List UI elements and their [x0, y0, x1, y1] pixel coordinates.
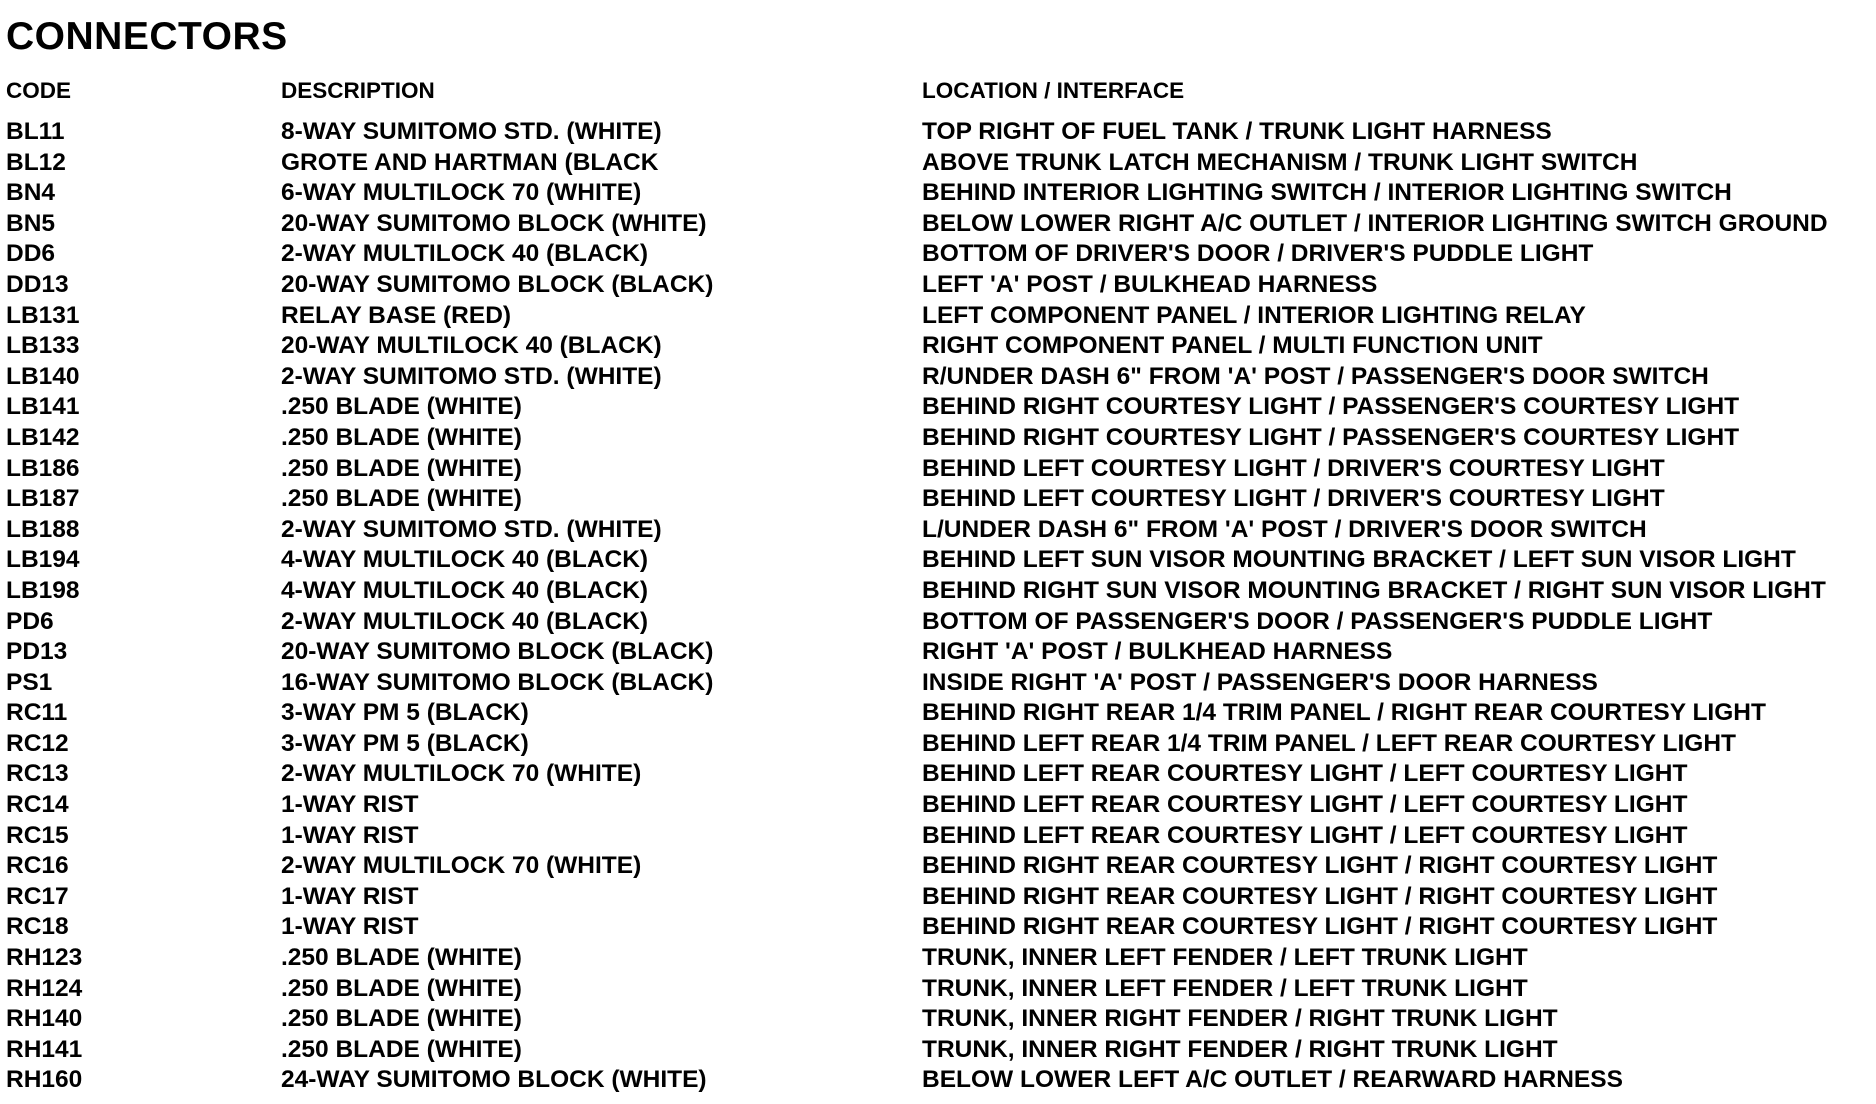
- connector-location: BEHIND LEFT REAR COURTESY LIGHT / LEFT COURTESY LIGHT: [922, 791, 1688, 819]
- table-row: [0, 209, 1876, 240]
- connector-description: GROTE AND HARTMAN (BLACK: [281, 148, 659, 176]
- table-row: [0, 637, 1876, 668]
- table-row: [0, 943, 1876, 974]
- table-row: [0, 576, 1876, 607]
- connector-description: .250 BLADE (WHITE): [281, 423, 522, 451]
- table-row: [0, 668, 1876, 699]
- connector-location: BEHIND RIGHT SUN VISOR MOUNTING BRACKET / RIGHT SUN VISOR LIGHT: [922, 576, 1826, 604]
- connector-description: 20-WAY SUMITOMO BLOCK (BLACK): [281, 270, 714, 298]
- table-row: [0, 1035, 1876, 1066]
- connector-location: L/UNDER DASH 6" FROM 'A' POST / DRIVER'S DOOR SWITCH: [922, 515, 1647, 543]
- connector-description: .250 BLADE (WHITE): [281, 454, 522, 482]
- connector-code: LB186: [6, 454, 80, 482]
- table-row: [0, 1065, 1876, 1096]
- table-row: [0, 882, 1876, 913]
- connector-code: PD13: [6, 638, 68, 666]
- table-row: [0, 484, 1876, 515]
- connector-description: 2-WAY MULTILOCK 40 (BLACK): [281, 240, 649, 268]
- table-row: [0, 698, 1876, 729]
- table-row: [0, 301, 1876, 332]
- connector-location: TRUNK, INNER LEFT FENDER / LEFT TRUNK LIGHT: [922, 974, 1528, 1002]
- connector-code: DD13: [6, 270, 69, 298]
- table-row: [0, 148, 1876, 179]
- table-row: [0, 851, 1876, 882]
- connector-description: .250 BLADE (WHITE): [281, 485, 522, 513]
- table-row: [0, 545, 1876, 576]
- column-header-description: DESCRIPTION: [281, 78, 435, 103]
- connector-code: LB188: [6, 515, 80, 543]
- table-row: [0, 821, 1876, 852]
- connector-code: RC11: [6, 699, 68, 727]
- connector-description: 3-WAY PM 5 (BLACK): [281, 699, 529, 727]
- table-row: [0, 239, 1876, 270]
- connector-description: 2-WAY MULTILOCK 40 (BLACK): [281, 607, 649, 635]
- connector-location: BELOW LOWER LEFT A/C OUTLET / REARWARD HARNESS: [922, 1066, 1623, 1094]
- table-row: [0, 362, 1876, 393]
- table-row: [0, 759, 1876, 790]
- connector-code: RH123: [6, 944, 83, 972]
- connector-location: TRUNK, INNER LEFT FENDER / LEFT TRUNK LIGHT: [922, 944, 1528, 972]
- connector-description: 20-WAY MULTILOCK 40 (BLACK): [281, 332, 662, 360]
- column-header-location: LOCATION / INTERFACE: [922, 78, 1185, 103]
- connector-code: BN4: [6, 179, 56, 207]
- table-row: [0, 178, 1876, 209]
- connector-code: LB131: [6, 301, 80, 329]
- page-title: CONNECTORS: [6, 15, 288, 58]
- connector-location: BEHIND LEFT COURTESY LIGHT / DRIVER'S COURTESY LIGHT: [922, 485, 1665, 513]
- connector-location: INSIDE RIGHT 'A' POST / PASSENGER'S DOOR HARNESS: [922, 668, 1598, 696]
- connector-code: LB198: [6, 576, 80, 604]
- connector-code: BN5: [6, 209, 56, 237]
- connector-description: 1-WAY RIST: [281, 882, 419, 910]
- connector-location: BEHIND LEFT SUN VISOR MOUNTING BRACKET / LEFT SUN VISOR LIGHT: [922, 546, 1796, 574]
- connector-location: BEHIND LEFT REAR COURTESY LIGHT / LEFT COURTESY LIGHT: [922, 760, 1688, 788]
- connector-location: BEHIND RIGHT REAR COURTESY LIGHT / RIGHT COURTESY LIGHT: [922, 913, 1718, 941]
- table-row: [0, 607, 1876, 638]
- connector-description: 6-WAY MULTILOCK 70 (WHITE): [281, 179, 642, 207]
- connector-location: BEHIND RIGHT COURTESY LIGHT / PASSENGER'S COURTESY LIGHT: [922, 393, 1740, 421]
- connector-description: 24-WAY SUMITOMO BLOCK (WHITE): [281, 1066, 707, 1094]
- column-header-code: CODE: [6, 78, 72, 103]
- connector-code: LB140: [6, 362, 80, 390]
- table-row: [0, 515, 1876, 546]
- connector-code: RH141: [6, 1035, 83, 1063]
- connector-code: PD6: [6, 607, 54, 635]
- table-row: [0, 117, 1876, 148]
- connector-description: 20-WAY SUMITOMO BLOCK (BLACK): [281, 638, 714, 666]
- table-row: [0, 331, 1876, 362]
- connector-location: LEFT COMPONENT PANEL / INTERIOR LIGHTING RELAY: [922, 301, 1586, 329]
- connector-description: 2-WAY SUMITOMO STD. (WHITE): [281, 362, 662, 390]
- connector-description: 20-WAY SUMITOMO BLOCK (WHITE): [281, 209, 707, 237]
- table-row: [0, 1004, 1876, 1035]
- connector-code: RH124: [6, 974, 83, 1002]
- connector-code: LB187: [6, 485, 80, 513]
- connector-description: 2-WAY MULTILOCK 70 (WHITE): [281, 760, 642, 788]
- connector-description: 4-WAY MULTILOCK 40 (BLACK): [281, 546, 649, 574]
- connector-location: RIGHT COMPONENT PANEL / MULTI FUNCTION UNIT: [922, 332, 1543, 360]
- connector-location: ABOVE TRUNK LATCH MECHANISM / TRUNK LIGHT SWITCH: [922, 148, 1638, 176]
- connector-location: TOP RIGHT OF FUEL TANK / TRUNK LIGHT HARNESS: [922, 118, 1552, 145]
- connector-code: RC13: [6, 760, 69, 788]
- connector-description: 1-WAY RIST: [281, 821, 419, 849]
- connector-table: [0, 117, 1876, 1096]
- connector-location: BEHIND LEFT REAR 1/4 TRIM PANEL / LEFT REAR COURTESY LIGHT: [922, 729, 1736, 757]
- connector-code: BL11: [6, 118, 65, 145]
- connector-code: RC12: [6, 729, 69, 757]
- connector-location: BEHIND INTERIOR LIGHTING SWITCH / INTERIOR LIGHTING SWITCH: [922, 179, 1732, 207]
- table-row: [0, 974, 1876, 1005]
- connector-description: RELAY BASE (RED): [281, 301, 512, 329]
- connector-location: R/UNDER DASH 6" FROM 'A' POST / PASSENGER'S DOOR SWITCH: [922, 362, 1709, 390]
- table-row: [0, 454, 1876, 485]
- table-row: [0, 790, 1876, 821]
- connector-description: .250 BLADE (WHITE): [281, 393, 522, 421]
- connector-location: BOTTOM OF PASSENGER'S DOOR / PASSENGER'S PUDDLE LIGHT: [922, 607, 1713, 635]
- connector-description: 4-WAY MULTILOCK 40 (BLACK): [281, 576, 649, 604]
- table-row: [0, 392, 1876, 423]
- connector-location: TRUNK, INNER RIGHT FENDER / RIGHT TRUNK LIGHT: [922, 1035, 1558, 1063]
- connector-code: LB133: [6, 332, 80, 360]
- connector-location: LEFT 'A' POST / BULKHEAD HARNESS: [922, 270, 1378, 298]
- connector-code: PS1: [6, 668, 53, 696]
- connector-description: 1-WAY RIST: [281, 791, 419, 819]
- connector-description: 16-WAY SUMITOMO BLOCK (BLACK): [281, 668, 714, 696]
- connector-code: RC17: [6, 882, 69, 910]
- connector-description: .250 BLADE (WHITE): [281, 944, 522, 972]
- connector-description: 1-WAY RIST: [281, 913, 419, 941]
- table-row: [0, 423, 1876, 454]
- table-row: [0, 270, 1876, 301]
- connector-location: BEHIND LEFT REAR COURTESY LIGHT / LEFT COURTESY LIGHT: [922, 821, 1688, 849]
- connector-description: .250 BLADE (WHITE): [281, 1035, 522, 1063]
- connector-code: RH160: [6, 1066, 83, 1094]
- connector-location: BEHIND RIGHT COURTESY LIGHT / PASSENGER'S COURTESY LIGHT: [922, 423, 1740, 451]
- connector-location: RIGHT 'A' POST / BULKHEAD HARNESS: [922, 638, 1393, 666]
- connector-description: .250 BLADE (WHITE): [281, 974, 522, 1002]
- connector-code: LB142: [6, 423, 80, 451]
- table-row: [0, 912, 1876, 943]
- connector-description: 8-WAY SUMITOMO STD. (WHITE): [281, 118, 662, 145]
- connector-code: RC16: [6, 852, 69, 880]
- table-row: [0, 729, 1876, 760]
- connector-location: BEHIND RIGHT REAR 1/4 TRIM PANEL / RIGHT REAR COURTESY LIGHT: [922, 699, 1766, 727]
- connector-description: .250 BLADE (WHITE): [281, 1005, 522, 1033]
- connector-code: RH140: [6, 1005, 83, 1033]
- connector-location: BEHIND RIGHT REAR COURTESY LIGHT / RIGHT COURTESY LIGHT: [922, 852, 1718, 880]
- connector-description: 2-WAY SUMITOMO STD. (WHITE): [281, 515, 662, 543]
- connector-location: BELOW LOWER RIGHT A/C OUTLET / INTERIOR LIGHTING SWITCH GROUND: [922, 209, 1828, 237]
- connector-code: RC14: [6, 791, 69, 819]
- connector-location: BEHIND RIGHT REAR COURTESY LIGHT / RIGHT COURTESY LIGHT: [922, 882, 1718, 910]
- connector-description: 2-WAY MULTILOCK 70 (WHITE): [281, 852, 642, 880]
- connector-code: DD6: [6, 240, 56, 268]
- connector-code: LB141: [6, 393, 80, 421]
- connector-code: BL12: [6, 148, 66, 176]
- connector-description: 3-WAY PM 5 (BLACK): [281, 729, 529, 757]
- connector-code: LB194: [6, 546, 80, 574]
- connector-location: BEHIND LEFT COURTESY LIGHT / DRIVER'S COURTESY LIGHT: [922, 454, 1665, 482]
- connector-code: RC18: [6, 913, 69, 941]
- connector-code: RC15: [6, 821, 69, 849]
- connector-location: TRUNK, INNER RIGHT FENDER / RIGHT TRUNK LIGHT: [922, 1005, 1558, 1033]
- connector-location: BOTTOM OF DRIVER'S DOOR / DRIVER'S PUDDLE LIGHT: [922, 240, 1594, 268]
